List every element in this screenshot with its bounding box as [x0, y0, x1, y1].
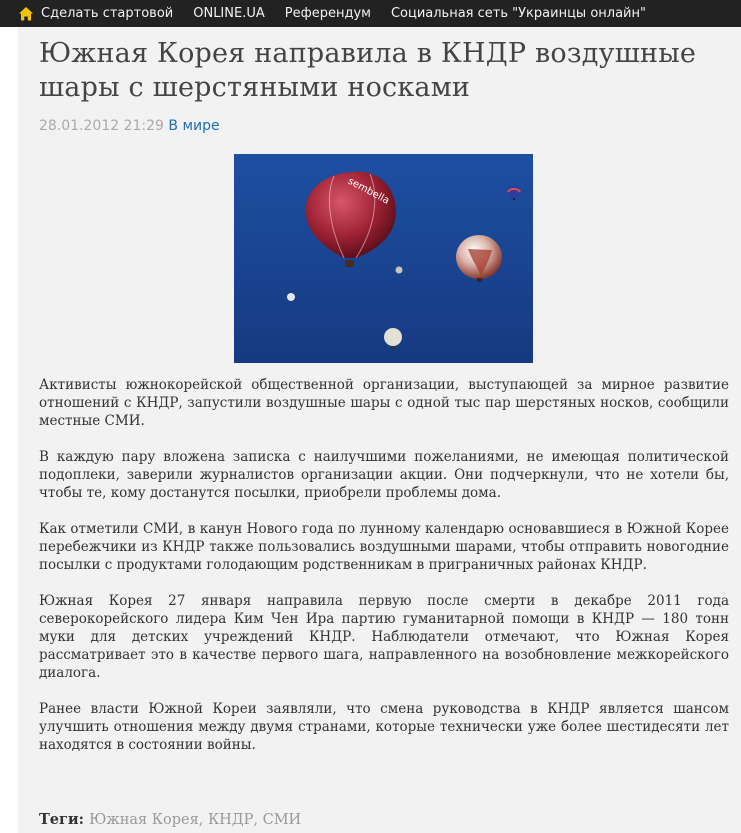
balloon-small-left	[287, 293, 295, 301]
article-date: 28.01.2012 21:29	[39, 118, 164, 134]
article-category-link[interactable]: В мире	[168, 118, 220, 134]
nav-make-homepage[interactable]: Сделать стартовой	[41, 6, 174, 21]
nav-online-ua[interactable]: ONLINE.UA	[193, 6, 265, 21]
top-navigation-bar	[0, 0, 741, 27]
article-paragraph: Южная Корея 27 января направила первую после смерти в декабре 2011 года северокорейского лидера Ким Чен Ира партию гуманитарной помощи в КНДР — 180 тонн муки для детских учреждений КНДР. Наблюдатели отмечают, что Южная Корея рассматривает это в качестве первого шага, направленного на возобновление межкорейского диалога.	[39, 593, 729, 681]
tag-link[interactable]: Южная Корея	[89, 812, 199, 828]
article-tags: Теги: Южная Корея, КНДР, СМИ	[39, 811, 302, 828]
article-meta	[39, 118, 220, 134]
article-paragraph: Активисты южнокорейской общественной организации, выступающей за мирное развитие отношений с КНДР, запустили воздушные шары с одной тыс пар шерстяных носков, сообщили местные СМИ.	[39, 377, 729, 429]
article-paragraph: Как отметили СМИ, в канун Нового года по лунному календарю основавшиеся в Южной Корее перебежчики из КНДР также пользовались воздушными шарами, чтобы отправить новогодние посылки с продуктами голодающим родственникам в приграничных районах КНДР.	[39, 521, 729, 573]
nav-social-network[interactable]: Социальная сеть "Украинцы онлайн"	[390, 6, 646, 21]
article-paragraph: Ранее власти Южной Кореи заявляли, что смена руководства в КНДР является шансом улучшить отношения между двумя странами, которые технически уже более шестидесяти лет находятся в состоянии войны.	[39, 701, 729, 753]
home-icon[interactable]	[18, 6, 34, 22]
article-paragraph: В каждую пару вложена записка с наилучшими пожеланиями, не имеющая политической подоплеки, заверили журналистов организации акции. Они подчеркнули, что не хотели бы, чтобы те, кому достанутся посылки, приобрели проблемы дома.	[39, 449, 729, 501]
balloon-brand-text: sembella	[345, 175, 392, 207]
article-body	[39, 376, 729, 772]
article-photo	[234, 154, 533, 363]
article-title: Южная Корея направила в КНДР воздушные шары с шерстяными носками	[39, 38, 697, 103]
nav-referendum[interactable]: Референдум	[284, 6, 371, 21]
article-container	[18, 27, 741, 833]
tag-link[interactable]: СМИ	[262, 812, 302, 828]
balloon-small-mid	[396, 267, 403, 274]
tag-link[interactable]: КНДР	[207, 812, 254, 828]
tags-label: Теги	[39, 811, 79, 828]
